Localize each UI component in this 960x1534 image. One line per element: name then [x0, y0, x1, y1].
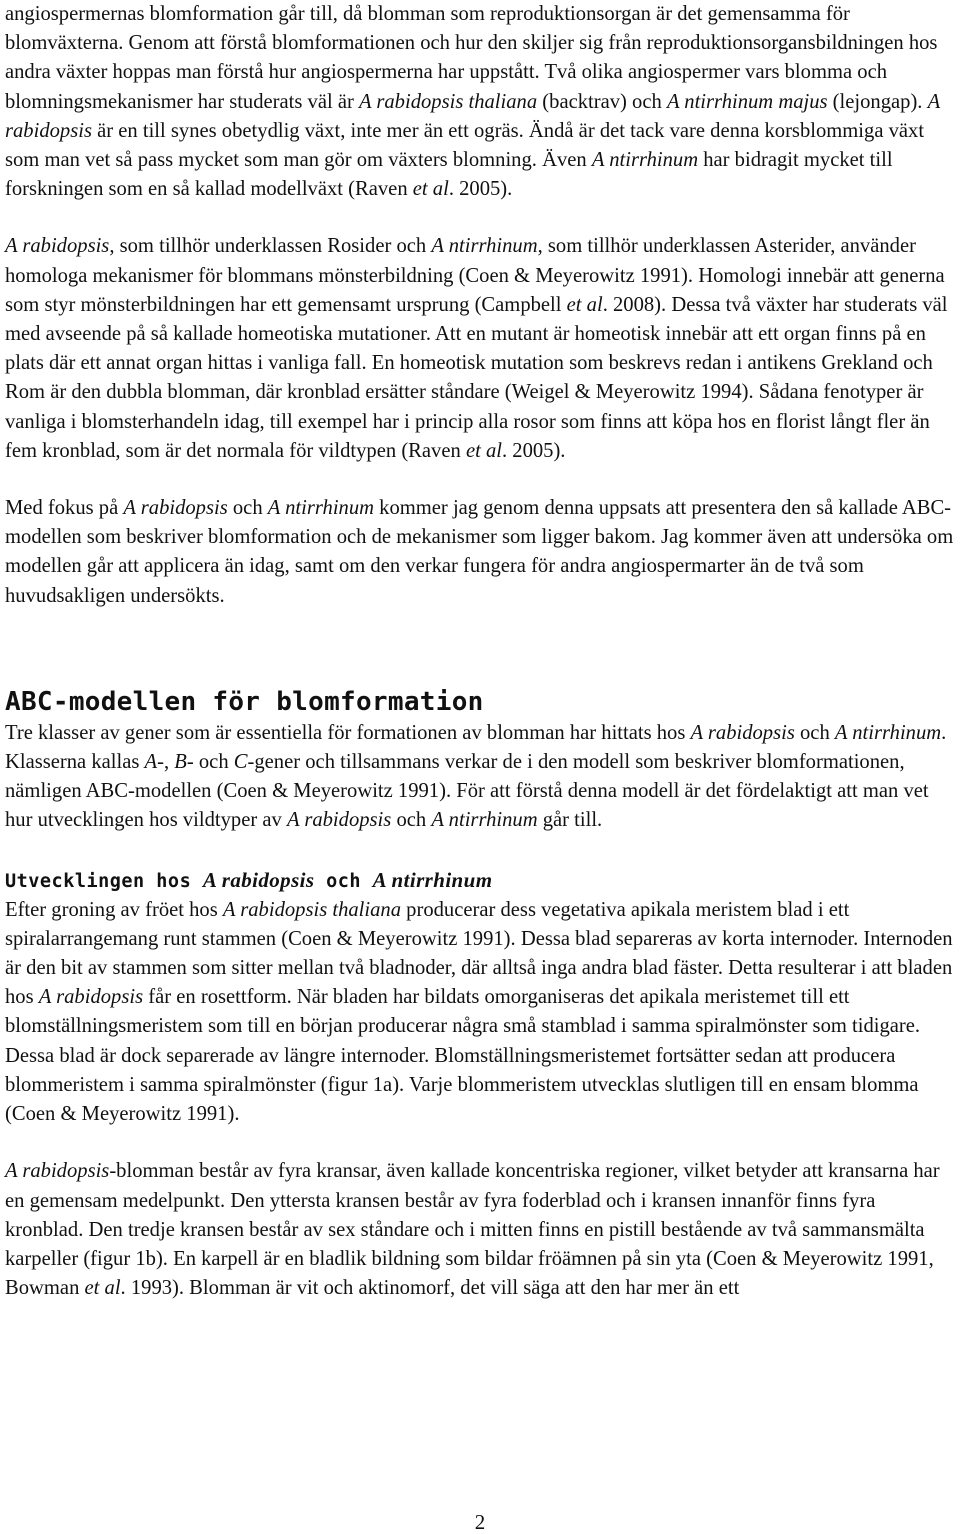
- paragraph-intro: angiospermernas blomformation går till, då blomman som reproduktionsorgan är det gemensamma för blomväxterna. Genom att förstå blomformationen och hur den skiljer sig från reproduktionsorgansbildningen hos andra växter hoppas man förstå hur angiospermerna har uppstått. Två olika angiospermer vars blomma och blomningsmekanismer har studerats väl är A rabidopsis thaliana (backtrav) och A ntirrhinum majus (lejongap). A rabidopsis är en till synes obetydlig växt, inte mer än ett ogräs. Ändå är det tack vare denna korsblommiga växt som man vet så pass mycket som man gör om växters blomning. Även A ntirrhinum har bidragit mycket till forskningen som en så kallad modellväxt (Raven et al. 2005).: [5, 3, 940, 201]
- paragraph-abc-intro: Tre klasser av gener som är essentiella för formationen av blomman har hittats hos A rabidopsis och A ntirrhinum. Klasserna kallas A-, B- och C-gener och tillsammans verkar de i den modell som beskriver blomformationen, nämligen ABC-modellen (Coen & Meyerowitz 1991). För att förstå denna modell är det fördelaktigt att man vet hur utvecklingen hos vildtyper av A rabidopsis och A ntirrhinum går till.: [5, 721, 947, 832]
- document-page: [5, 0, 955, 1303]
- paragraph-focus: Med fokus på A rabidopsis och A ntirrhinum kommer jag genom denna uppsats att presentera den så kallade ABC-modellen som beskriver blomformation och de mekanismer som ligger bakom. Jag kommer även att undersöka om modellen går att applicera än idag, samt om den verkar fungera för andra angiospermarter än de två som huvudsakligen undersökts.: [5, 497, 954, 607]
- section-heading: ABC-modellen för blomformation: [5, 686, 484, 717]
- paragraph-development: Efter groning av fröet hos A rabidopsis thaliana producerar dess vegetativa apikala meristem blad i ett spiralarrangemang runt stammen (Coen & Meyerowitz 1991). Dessa blad separeras av korta internoder. Internoden är den bit av stammen som sitter mellan två bladnoder, där alltså inga andra blad fäster. Detta resulterar i att bladen hos A rabidopsis får en rosettform. När bladen har bildats omorganiseras det apikala meristemet till ett blomställningsmeristem som till en början producerar några små stamblad i samma spiralmönster som tidigare. Dessa blad är dock separerade av längre internoder. Blomställningsmeristemet fortsätter sedan att producera blommeristem i samma spiralmönster (figur 1a). Varje blommeristem utvecklas slutligen till en ensam blomma (Coen & Meyerowitz 1991).: [5, 898, 953, 1126]
- subsection-heading: Utvecklingen hos A rabidopsis och A ntirrhinum: [5, 867, 493, 892]
- paragraph-flower-whorls: A rabidopsis-blomman består av fyra kransar, även kallade koncentriska regioner, vilket betyder att kransarna har en gemensam medelpunkt. Den yttersta kransen består av fyra foderblad och i kransen innanför finns fyra kronblad. Den tredje kransen består av sex ståndare och i mitten finns en pistill bestående av två sammansmälta karpeller (figur 1b). En karpell är en bladlik bildning som bildar fröämnen på sin yta (Coen & Meyerowitz 1991, Bowman et al. 1993). Blomman är vit och aktinomorf, det vill säga att den har mer än ett: [5, 1160, 940, 1300]
- page-number: 2: [474, 1510, 486, 1534]
- paragraph-homology: A rabidopsis, som tillhör underklassen Rosider och A ntirrhinum, som tillhör underklassen Asterider, använder homologa mekanismer för blommans mönsterbildning (Coen & Meyerowitz 1991). Homologi innebär att generna som styr mönsterbildningen har ett gemensamt ursprung (Campbell et al. 2008). Dessa två växter har studerats väl med avseende på så kallade homeotiska mutationer. Att en mutant är homeotisk innebär att ett organ finns på en plats där ett annat organ hittas i vanliga fall. En homeotisk mutation som beskrevs redan i antikens Grekland och Rom är den dubbla blomman, där kronblad ersätter ståndare (Weigel & Meyerowitz 1994). Sådana fenotyper är vanliga i blomsterhandeln idag, till exempel har i princip alla rosor som finns att köpa hos en florist långt fler än fem kronblad, som är det normala för vildtypen (Raven et al. 2005).: [5, 235, 948, 462]
